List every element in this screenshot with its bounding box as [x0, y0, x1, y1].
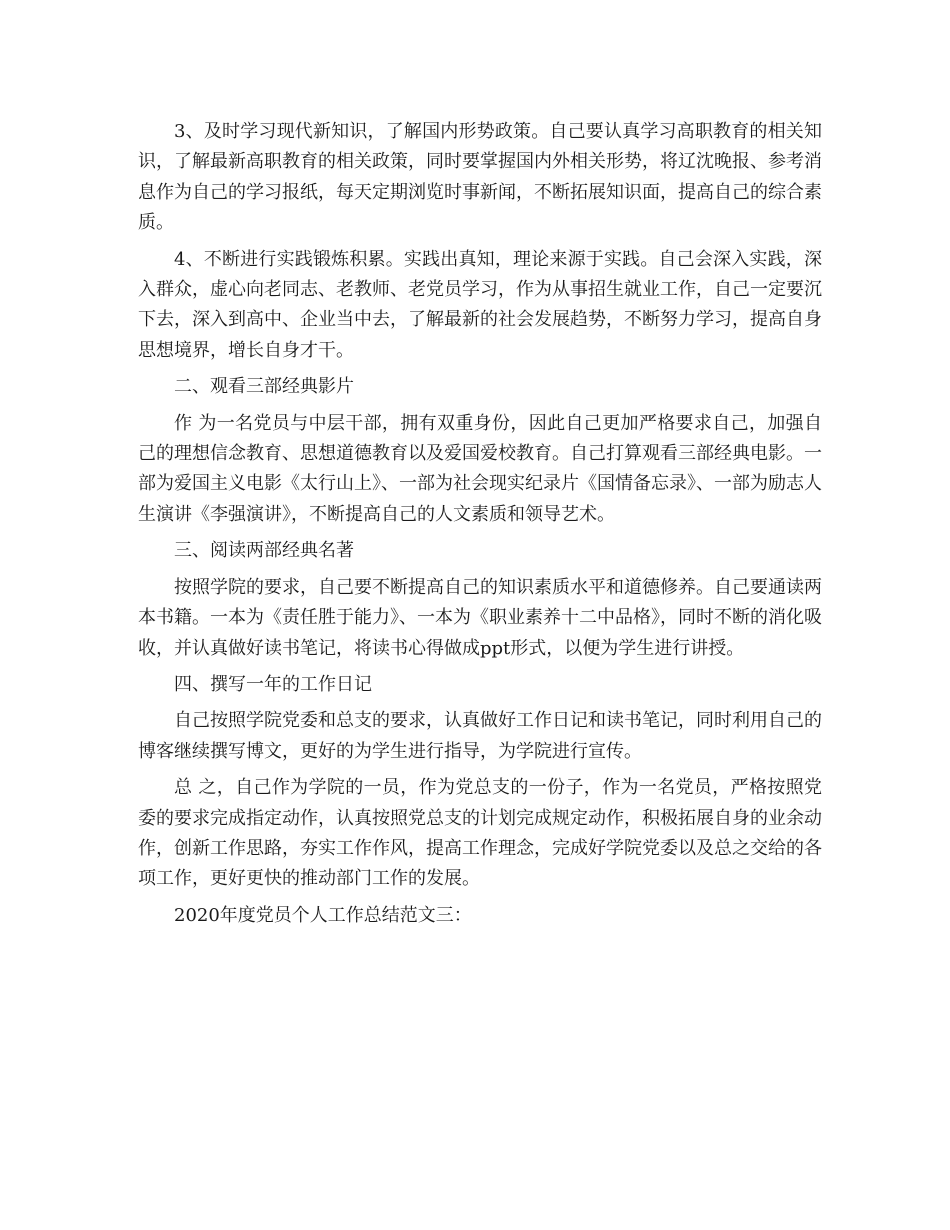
paragraph-summary: 总 之，自己作为学院的一员，作为党总支的一份子，作为一名党员，严格按照党委的要求完成指定动作，认真按照党总支的计划完成规定动作，积极拓展自身的业余动 作，创新工作思路，夯实工作作风，提高工作理念，完成好学院党委以及总之交给的各项工作，更好更快的推动部门工作的发展。 [138, 777, 822, 890]
document-body [138, 117, 822, 937]
section-heading-books: 三、阅读两部经典名著 [174, 540, 354, 562]
section-heading-diary: 四、撰写一年的工作日记 [174, 673, 372, 695]
paragraph-films: 作 为一名党员与中层干部，拥有双重身份，因此自己更加严格要求自己，加强自己的理想信念教育、思想道德教育以及爱国爱校教育。自己打算观看三部经典电影。一 部为爱国主义电影《太行山上》、一部为社会现实纪录片《国情备忘录》、一部为励志人生演讲《李强演讲》，不断提高自己的人文素质和领导艺术。 [138, 412, 822, 525]
paragraph-diary: 自己按照学院党委和总支的要求，认真做好工作日记和读书笔记，同时利用自己的博客继续撰写博文，更好的为学生进行指导，为学院进行宣传。 [138, 710, 822, 762]
section-heading-films: 二、观看三部经典影片 [174, 376, 354, 398]
next-section-title: 2020年度党员个人工作总结范文三： [174, 904, 472, 926]
paragraph-item-4: 4、不断进行实践锻炼积累。实践出真知，理论来源于实践。自己会深入实践，深入群众，虚心向老同志、老教师、老党员学习，作为从事招生就业工作，自己一定要沉下去，深入到高中、企业当中去，了解最新的社会发展趋势，不断努力学习，提高自身思想境界，增长自身才干。 [138, 248, 822, 361]
paragraph-books: 按照学院的要求，自己要不断提高自己的知识素质水平和道德修养。自己要通读两本书籍。一本为《责任胜于能力》、一本为《职业素养十二中品格》，同时不断的消化吸收，并认真做好读书笔记，将读书心得做成ppt形式，以便为学生进行讲授。 [138, 576, 822, 659]
paragraph-item-3: 3、及时学习现代新知识，了解国内形势政策。自己要认真学习高职教育的相关知识，了解最新高职教育的相关政策，同时要掌握国内外相关形势，将辽沈晚报、参考消息作为自己的学习报纸，每天定期浏览时事新闻，不断拓展知识面，提高自己的综合素质。 [138, 121, 822, 234]
